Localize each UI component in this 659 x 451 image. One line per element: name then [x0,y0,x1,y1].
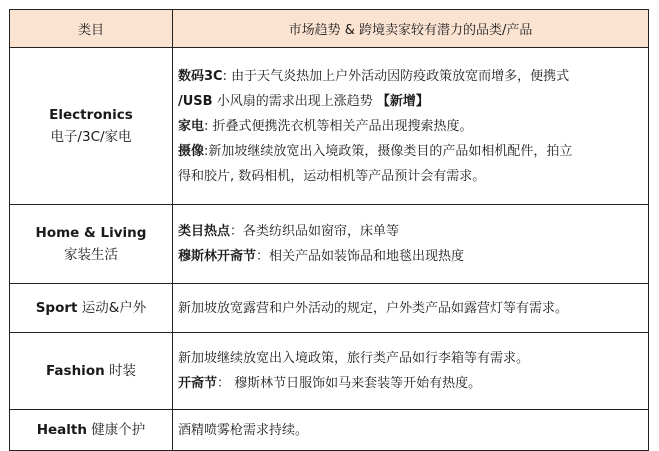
trend-text: : 由于天气炎热加上户外活动因防疫政策放宽而增多，便携式 [222,68,570,84]
trend-line [178,346,642,371]
trend-text: 酒精喷雾枪需求持续。 [178,422,309,438]
table-header-row [10,10,649,48]
category-zh: 运动&户外 [77,300,147,316]
category-en: Sport [35,300,78,316]
category-zh: 电子/3C/家电 [50,129,132,145]
trend-key: /USB [178,93,213,109]
trend-text: ：各类纺织品如窗帘，床单等 [230,224,400,239]
table-row [10,205,649,284]
table-row [10,284,649,333]
trend-key: 家电 [178,118,205,134]
trend-text: : 折叠式便携洗衣机等相关产品出现搜索热度。 [204,118,473,134]
trend-cell [173,205,649,284]
table-row [10,333,649,410]
header-trend: 市场趋势 & 跨境卖家较有潜力的品类/产品 [173,10,649,48]
trend-line [178,418,642,443]
category-en: Health [36,422,87,438]
trend-key: 穆斯林开斋节 [178,249,257,264]
trend-key: 类目热点 [178,224,231,239]
trend-cell [173,48,649,205]
trend-text: 新加坡放宽露营和户外活动的规定，户外类产品如露营灯等有需求。 [178,300,569,316]
trend-cell [173,410,649,451]
category-cell [10,284,173,333]
trend-line [178,371,642,396]
category-cell [10,48,173,205]
category-zh: 时装 [104,363,136,379]
category-cell [10,333,173,410]
trend-text: 新加坡继续放宽出入境政策，旅行类产品如行李箱等有需求。 [178,351,530,366]
trend-line [178,139,642,164]
trend-key: 摄像 [178,143,205,159]
category-cell [10,205,173,284]
trend-line [178,296,642,321]
trend-cell [173,333,649,410]
category-en: Electronics [49,107,133,123]
category-trend-table [9,9,649,451]
trend-line [178,164,642,189]
trend-line [178,114,642,139]
trend-cell [173,284,649,333]
new-tag: 【新增】 [376,93,429,109]
trend-line [178,219,642,244]
trend-line [178,244,642,269]
category-en: Fashion [46,363,105,379]
trend-text: ： 穆斯林节日服饰如马来套装等开始有热度。 [217,376,482,391]
table-row [10,48,649,205]
trend-text: ：相关产品如装饰品和地毯出现热度 [256,249,465,264]
category-en: Home & Living [35,225,147,241]
trend-line [178,64,642,89]
category-cell [10,410,173,451]
category-zh: 健康个护 [86,422,146,438]
trend-text: :新加坡继续放宽出入境政策，摄像类目的产品如相机配件，拍立 [204,143,573,159]
trend-text: 小风扇的需求出现上涨趋势 [212,93,377,109]
trend-text: 得和胶片, 数码相机，运动相机等产品预计会有需求。 [178,168,486,184]
trend-line [178,89,642,114]
trend-key: 开斋节 [178,376,218,391]
trend-key: 数码3C [178,68,223,84]
table-row [10,410,649,451]
header-category: 类目 [10,10,173,48]
category-zh: 家装生活 [64,247,118,263]
